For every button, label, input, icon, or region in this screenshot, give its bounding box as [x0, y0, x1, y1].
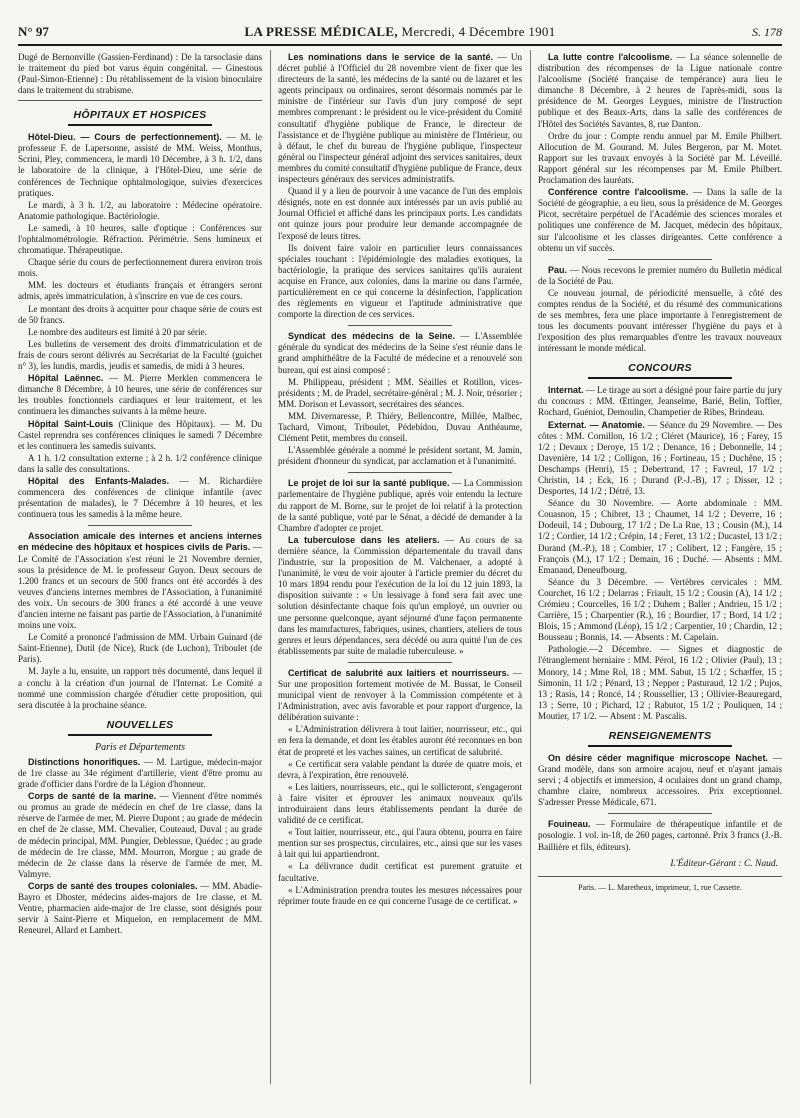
paragraph: Le montant des droits à acquitter pour chaque série de cours est de 50 francs. — [18, 303, 262, 325]
notice-heading: Corps de santé de la marine. — [28, 791, 157, 802]
notice-heading: Syndicat des médecins de la Seine. — [288, 331, 456, 342]
notice-heading: La lutte contre l'alcoolisme. — [548, 52, 673, 62]
paragraph: Séance du 3 Décembre. — Vertèbres cervicales : MM. Courchet, 16 1/2 ; Delarras ; Friault, 15 1/2 ; Cousin (A), 14 1/2 ; Crémieu ; Courcelles, 16 1/2 ; Duhem ; Baller ; Andrieu, 15 1/2 ; Carrière, 15 ; Charpentier (R.), 16 ; Bourdier, 17 ; Bord, 14 1/2 ; Blois, 15 ; Ammond (Léop), 15 1/2 ; Carpentier, 10 ; Chardin, 12 ; Bousseau ; Bonnis, 14. — Absents : M. Capelain. — [538, 576, 782, 643]
notice-coloniales: Corps de santé des troupes coloniales. — MM. Abadie-Bayro et Dhoster, médecins aides-majors de 1re classe, et M. Ventre, pharmacien aide-major de 1re classe, sont désignés pour servir à Saint-Pierre et Miquelon, en remplacement de MM. Reneurel, Allard et Lambert. — [18, 880, 262, 936]
paragraph: M. Jayle a lu, ensuite, un rapport très documenté, dans lequel il a conclu à la création d'un journal de l'Internat. Le Comité a nommé une commission chargée d'étudier cette proposition, qui sera discutée à la prochaine séance. — [18, 666, 262, 710]
notice-distinctions: Distinctions honorifiques. — M. Lartigue, médecin-major de 1re classe au 34e régiment d'artillerie, vient d'être promu au grade d'officier dans l'ordre de la Légion d'honneur. — [18, 756, 262, 790]
column-divider — [270, 50, 271, 1084]
notice-tuberculose: La tuberculose dans les ateliers. — Au cours de sa dernière séance, la Commission départementale du travail dans l'industrie, sur la proposition de M. Valchenaer, a adopté à l'unanimité, le vœu de voir ajouter à l'article premier du décret du 10 mars 1894 rendu pour l'exécution de la loi du 12 juin 1893, la disposition suivante : « Un lessivage à fond sera fait avec une solution désinfectante chaque fois qu'un employé, un ouvrier ou une personne quelconque, ayant séjourné d'une façon permanente dans les manufactures, fabriques, usines, chantiers, ateliers de tous genres et leurs dépendances, sera décédé ou aura quitté l'un de ces établissements par suite de maladie tuberculeuse. » — [278, 534, 522, 656]
notice-nominations: Les nominations dans le service de la santé. — Un décret publié à l'Officiel du 28 novembre vient de fixer que les directeurs de la santé, les médecins de la santé ou de lazaret et les agents principaux ou ordinaires, seront désormais nommés par le ministre de l'intérieur sur l'avis d'un jury composé de sept membres comprenant : le président ou le vice-président du Comité consultatif d'hygiène publique de France, le directeur de l'assistance et de l'hygiène publique au ministère de l'Intérieur, ou à défaut, le chef du bureau de l'hygiène publique, l'inspecteur général ou l'inspecteur général adjoint des services sanitaires, deux membres du comité consultatif d'hygiène publique de France, deux inspecteurs généraux des services administratifs. — [278, 52, 522, 185]
notice-microscope: On désire céder magnifique microscope Nachet. — Grand modèle, dans son armoire acajou, neuf et n'ayant jamais servi ; 4 objectifs et immersion, 4 oculaires dont un grand champ, chambre claire, nombreux accessoires. Prix exceptionnel. S'adresser Presse Médicale, 671. — [538, 752, 782, 808]
notice-heading: Les nominations dans le service de la santé. — [288, 52, 493, 62]
column-middle — [278, 52, 522, 1082]
paragraph: Le nombre des auditeurs est limité à 20 par série. — [28, 326, 207, 337]
paragraph: Séance du 30 Novembre. — Aorte abdominale : MM. Couasnon, 15 ; Chibret, 13 ; Chaumet, 14 1/2 ; Deverre, 16 ; Dodeuil, 14 ; Dubourg, 17 1/2 ; De La Rue, 13 ; Cousin (M.), 14 1/2 ; Cordier, 14 1/2 ; Crépin, 14 ; Feret, 13 1/2 ; Ducastel, 13 1/2 ; Durand (M.-P.), 18 ; Combier, 17 ; Colibert, 12 ; Fangère, 15 ; François (M.), 17 1/2 ; Demain, 16 ; Duché. — Absents : MM. Emanaud, Deneufbourg. — [538, 498, 782, 575]
notice-enfants-malades: Hôpital des Enfants-Malades. — M. Richardière commencera des conférences de clinique infantile (avec présentation de malades), le 7 Décembre à 10 heures, et les continuera tous les samedis à la même heure. — [18, 475, 262, 520]
paragraph: MM. Divernaresse, P. Thiéry, Bellencontre, Millée, Malbec, Tachard, Vimont, Triboulet, Pédebidou, Duvau Anthéaume, Clément Petit, membres du conseil. — [278, 410, 522, 444]
notice-hotel-dieu: Hôtel-Dieu. — Cours de perfectionnement). — M. le professeur F. de Lapersonne, assisté de MM. Weiss, Monthus, Scrini, Pley, commencera, le mardi 10 Décembre, à 3 h. 1/2, dans le laboratoire de la clinique, à l'Hôtel-Dieu, une série de conférences de Technique ophtalmologique, suivies d'exercices pratiques. — [18, 132, 262, 198]
paragraph: Ils doivent faire valoir en particulier leurs connaissances spéciales touchant : l'épidémiologie des maladies exotiques, la bactériologie, la pratique des services sanitaires qu'ils auraient acquise en France, aux colonies, dans la marine ou dans l'armée, particulièrement en ce qui concerne la désinfection, l'application des règlements en vigueur et l'aptitude administrative que comporte la direction de ces services. — [278, 242, 522, 320]
printer-imprint: Paris. — L. Maretheux, imprimeur, 1, rue Cassette. — [538, 876, 782, 893]
paragraph: « Les laitiers, nourrisseurs, etc., qui le sollicteront, s'engageront à faire visiter et éprouver les animaux nouveaux qu'ils introduiraient dans leurs établissements pendant la durée de validité de ce certificat. — [278, 781, 522, 826]
divider — [348, 662, 452, 663]
notice-internat: Internat. — Le tirage au sort a désigné pour faire partie du jury du concours : MM. Œttinger, Jeanselme, Barié, Belin, Toffier, Rochard, Guéniot, Demoulin, Champetier de Ribes, Brindeau. — [538, 385, 782, 418]
paragraph: Ordre du jour : Compte rendu annuel par M. Emile Philbert. Allocution de M. Gourand. M. Jules Bergeron, par M. Motet. Rapport sur les travaux envoyés à la Société par M. Léveillé. Rapport général sur les récompenses par M. Emile Philbert. Proclamation des lauréats. — [538, 130, 782, 186]
divider — [88, 525, 192, 526]
page-number: S. 178 — [752, 25, 782, 39]
page-header — [18, 24, 782, 44]
notice-heading: Corps de santé des troupes coloniales. — [28, 880, 198, 891]
column-divider — [530, 50, 531, 1084]
paragraph: « Ce certificat sera valable pendant la durée de quatre mois, et devra, à l'expiration, être renouvelé. — [278, 758, 522, 780]
paragraph: « Tout laitier, nourrisseur, etc., qui l'aura obtenu, pourra en faire mention sur ses prospectus, circulaires, etc., ainsi que sur les vases à lait qui lui appartiendront. — [278, 827, 522, 860]
notice-heading: Externat. — Anatomie. — [548, 419, 645, 430]
paragraph: A 1 h. 1/2 consultation externe ; à 2 h. 1/2 conférence clinique dans la salle des consultations. — [18, 452, 262, 474]
notice-syndicat: Syndicat des médecins de la Seine. — L'Assemblée générale du syndicat des médecins de la Seine s'est réunie dans le grand amphithéâtre de la Faculté de médecine et a renouvelé son bureau, qui est ainsi composé : — [278, 331, 522, 375]
notice-pau: Pau. — Nous recevons le premier numéro du Bulletin médical de la Société de Pau. — [538, 264, 782, 286]
paragraph: Ce nouveau journal, de périodicité mensuelle, à côté des comptes rendus de la Société, et du résumé des communications de ses membres, fera une place importante à l'enregistrement de tous les documents pouvant intéresser l'hygiène du pays et à l'exposition des plus remarquables d'entre les travaux nouveaux intéressant le monde médical. — [538, 287, 782, 354]
notice-conference: Conférence contre l'alcoolisme. — Dans la salle de la Société de géographie, a eu lieu, sous la présidence de M. Georges Picot, secrétaire perpétuel de l'Académie des sciences morales et politiques une conférence de M. Jacquet, médecin des hôpitaux, sur l'alcoolisme et les classes dirigeantes. Cette conférence a obtenu un vif succès. — [538, 187, 782, 253]
notice-heading: Association amicale des internes et anciens internes en médecine des hôpitaux et hospices civils de Paris. — [18, 531, 262, 553]
issue-number: N° 97 — [18, 24, 49, 39]
subsection-heading: Paris et Départements — [95, 741, 185, 753]
notice-saint-louis: Hôpital Saint-Louis (Clinique des Hôpitaux). — M. Du Castel reprendra ses conférences cliniques le samedi 7 Décembre et les continuera les samedis suivants. — [18, 418, 262, 451]
paragraph: « L'Administration délivrera à tout laitier, nourrisseur, etc., qui en fera la demande, et dont les étables auront été reconnues en bon état de propreté et les vaches saines, un certificat de salubrité. — [278, 724, 522, 757]
journal-title-line — [18, 24, 782, 40]
editor-signature: L'Éditeur-Gérant : C. Naud. — [670, 858, 778, 869]
paragraph: « La délivrance dudit certificat est purement gratuite et facultative. — [278, 861, 522, 883]
notice-heading: Le projet de loi sur la santé publique. — [288, 478, 450, 489]
notice-certificat: Certificat de salubrité aux laitiers et nourrisseurs. — Sur une proposition fortement motivée de M. Bussat, le Conseil municipal vient de renvoyer à la Commission compétente et à l'Administration, avec avis favorable et pour rapport d'urgence, la délibération suivante : — [278, 667, 522, 723]
notice-heading: Pau. — [548, 264, 568, 275]
notice-heading: Certificat de salubrité aux laitiers et nourrisseurs. — [288, 667, 510, 678]
divider — [348, 472, 452, 473]
issue-date: Mercredi, 4 Décembre 1901 — [401, 24, 556, 39]
notice-heading: Hôtel-Dieu. — Cours de perfectionnement). — [28, 132, 222, 143]
paragraph: Le mardi, à 3 h. 1/2, au laboratoire : Médecine opératoire. Anatomie pathologique. Bactériologie. — [18, 199, 262, 221]
section-heading-concours: CONCOURS — [588, 362, 732, 379]
column-right — [538, 52, 782, 1082]
header-rule — [18, 44, 782, 46]
notice-heading: Hôpital des Enfants-Malades. — [28, 475, 170, 486]
paragraph: Quand il y a lieu de pourvoir à une vacance de l'un des emplois désignés, note en est donnée aux intéressés par un avis publié au Journal Officiel et affiché dans les principaux ports. Les candidats ont quinze jours pour produire leur demande accompagnée de l'exposé de leurs titres. — [278, 186, 522, 241]
notice-heading: Hôpital Laënnec. — [28, 373, 104, 384]
divider — [608, 813, 712, 814]
notice-heading: La tuberculose dans les ateliers. — [288, 534, 440, 545]
notice-heading: Internat. — [548, 385, 584, 396]
paragraph: Les bulletins de versement des droits d'immatriculation et de frais de cours seront délivrés au Secrétariat de la Faculté (guichet n° 3), les lundis, mardis, jeudis et samedis, de midi à 3 heures. — [18, 338, 262, 372]
paragraph: Le samedi, à 10 heures, salle d'optique : Conférences sur l'ophtalmométrologie. Réfraction. Périmétrie. Sens lumineux et chromatique. Thérapeutique. — [18, 222, 262, 256]
notice-fouineau: Fouineau. — Formulaire de thérapeutique infantile et de posologie. 1 vol. in-18, de 260 pages, cartonné. Prix 3 francs (J.-B. Baillière et fils, éditeurs). — [538, 819, 782, 852]
notice-marine: Corps de santé de la marine. — Viennent d'être nommés ou promus au grade de médecin en chef de 1re classe, dans la réserve de l'armée de mer, M. Pierre Dupont ; au grade de médecin en chef de 2e classe, MM. Chevalier, Couteaud, Duval ; au grade de médecin principal, MM. Pungier, Deblessue, Quédec ; au grade de médecin de 1re classe, MM. Mourron, Morgue ; au grade de médecin de 2e classe dans la réserve de l'armée de mer, M. Valmyre. — [18, 791, 262, 879]
notice-lutte-alcoolisme: La lutte contre l'alcoolisme. — La séance solennelle de distribution des récompenses de la Ligue nationale contre l'alcoolisme (Société française de tempérance) aura lieu le dimanche 8 Décembre, à 2 heures de l'après-midi, sous la présidence de M. Georges Leygues, ministre de l'Instruction publique et des Beaux-Arts, dans la salle des conférences de l'Hôtel des Sociétés Savantes, 8, rue Danton. — [538, 52, 782, 129]
notice-externat: Externat. — Anatomie. — Séance du 29 Novembre. — Des côtes : MM. Cornillon, 16 1/2 ; Cléret (Maurice), 16 ; Farey, 15 1/2 ; Devaux ; Deroye, 15 1/2 ; Denance, 16 ; Debonnelle, 14 ; Davenière, 14 1/2 ; Colligon, 16 ; Fortineau, 15 ; Duchêne, 15 ; Deschamps (Henri), 15 ; Debertrand, 17 ; Favreul, 17 1/2 ; Christin, 14 ; Eck, 16 ; Durand (P.-J.-B), 17 ; Disser, 12 ; Desportes, 14 1/2 ; Détré, 13. — [538, 419, 782, 497]
section-heading-nouvelles: NOUVELLES — [68, 719, 212, 736]
paragraph: « L'Administration prendra toutes les mesures nécessaires pour réprimer toute fraude en ce qui concerne l'usage de ce certificat. » — [278, 884, 522, 906]
notice-heading-tail: (Clinique des Hôpitaux). — [118, 418, 216, 429]
notice-projet-loi: Le projet de loi sur la santé publique. — La Commission parlementaire de l'hygiène publique, après voir entendu la lecture du rapport de M. Borne, sur le projet de loi relatif à la protection de la santé publique, voté par le Sénat, a décidé de demander à la Chambre d'adopter ce projet. — [278, 478, 522, 533]
notice-heading: On désire céder magnifique microscope Nachet. — [548, 752, 768, 763]
section-heading-renseignements: RENSEIGNEMENTS — [588, 730, 732, 747]
notice-heading: Conférence contre l'alcoolisme. — [548, 187, 689, 198]
notice-association: Association amicale des internes et anciens internes en médecine des hôpitaux et hospices civils de Paris. — Le Comité de l'Association s'est réuni le 21 Novembre dernier, sous la présidence de M. le professeur Guyon. Deux secours de 1.200 francs et un secours de 500 francs ont été accordés à des veuves d'anciens internes membres de l'Association, à l'unanimité des voix. Un secours de 300 francs a été accordé à une veuve d'ancien interne ne faisant pas partie de l'Association, à l'unanimité moins une voix. — [18, 531, 262, 631]
thesis-list: Dugé de Bernonville (Gassien-Ferdinand) : De la tarsoclasie dans le traitement du pied bot varus équin congénital. — Ginestous (Paul-Simon-Etienne) : Du rétablissement de la vision binoculaire dans le traitement du strabisme. — [18, 52, 262, 96]
divider — [348, 325, 452, 326]
divider — [18, 100, 262, 101]
paragraph: Chaque série du cours de perfectionnement durera environ trois mois. — [18, 257, 262, 279]
journal-title: LA PRESSE MÉDICALE, — [244, 24, 398, 39]
notice-heading: Distinctions honorifiques. — [28, 756, 141, 767]
paragraph: M. Philippeau, président ; MM. Séailles et Rotillon, vices-présidents ; M. de Pradel, secrétaire-général ; M. J. Noir, trésorier ; MM. Dorison et Levassort, secrétaires des séances. — [278, 376, 522, 409]
paragraph: L'Assemblée générale a nommé le président sortant, M. Jamin, président d'honneur du syndicat, par acclamation et à l'unanimité. — [278, 445, 522, 467]
column-left — [18, 52, 262, 1082]
paragraph: MM. les docteurs et étudiants français et étrangers seront admis, après immatriculation, à s'inscrire en vue de ces cours. — [18, 280, 262, 302]
divider — [608, 259, 712, 260]
section-heading-hopitaux: HÔPITAUX ET HOSPICES — [68, 109, 212, 126]
notice-heading: Hôpital Saint-Louis — [28, 418, 114, 429]
paragraph: Pathologie.—2 Décembre. — Signes et diagnostic de l'étranglement herniaire : MM. Pérol, 16 1/2 ; Olivier (Paul), 13 ; Monory, 14 ; Mme Rol, 18 ; MM. Sabut, 15 1/2 ; Schæffer, 15 ; Simonin, 11 1/2 ; Pénard, 13 ; Nepper ; Pasturaud, 12 1/2 ; Pujos, 13 ; Rasis, 14 ; Roncé, 14 ; Roussellier, 13 ; Ollivier-Beauregard, 13 ; Serre, 10 ; Pichard, 12 ; Rabutot, 15 1/2 ; Pouliquen, 14 ; Moutier, 17 1/2. — Absent : M. Pascalis. — [538, 644, 782, 721]
paragraph: Le Comité a prononcé l'admission de MM. Urbain Guinard (de Saint-Etienne), Dutil (de Nice), Ruck (de Luchon), Triboulet (de Paris). — [18, 632, 262, 665]
notice-heading: Fouineau. — [548, 819, 591, 830]
notice-laennec: Hôpital Laënnec. — M. Pierre Merklen commencera le dimanche 8 Décembre, à 10 heures, une série de conférences sur les troubles fonctionnels cardiaques et leur traitement, et les continuera les dimanches suivants à la même heure. — [18, 373, 262, 417]
